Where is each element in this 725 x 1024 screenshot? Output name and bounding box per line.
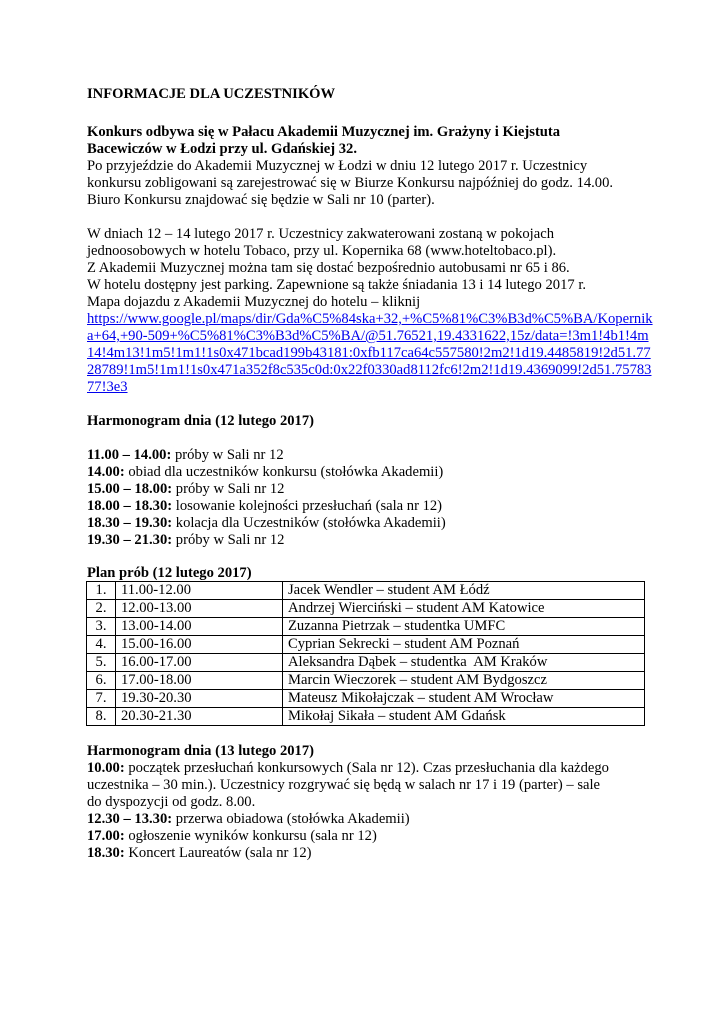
schedule-item (87, 498, 655, 515)
bus-info: Z Akademii Muzycznej można tam się dostać bezpośrednio autobusami nr 65 i 86. (87, 260, 570, 276)
schedule-item (87, 760, 655, 811)
schedule-text: Koncert Laureatów (sala nr 12) (124, 845, 312, 861)
table-row (87, 690, 645, 708)
row-number: 5. (87, 654, 116, 672)
schedule-time: 10.00: (87, 760, 125, 776)
schedule-day2-heading: Harmonogram dnia (13 lutego 2017) (87, 743, 315, 759)
table-row (87, 654, 645, 672)
row-number: 7. (87, 690, 116, 708)
row-number: 4. (87, 636, 116, 654)
row-person: Mikołaj Sikała – student AM Gdańsk (283, 708, 645, 726)
schedule-item (87, 481, 655, 498)
table-row (87, 600, 645, 618)
schedule-time: 19.30 – 21.30: (87, 532, 173, 548)
schedule-day1-heading: Harmonogram dnia (12 lutego 2017) (87, 413, 315, 429)
row-person: Andrzej Wierciński – student AM Katowice (283, 600, 645, 618)
row-person: Mateusz Mikołajczak – student AM Wrocław (283, 690, 645, 708)
row-number: 3. (87, 618, 116, 636)
schedule-time: 18.30: (87, 845, 125, 861)
table-row (87, 672, 645, 690)
row-time: 19.30-20.30 (116, 690, 283, 708)
schedule-text: przerwa obiadowa (stołówka Akademii) (172, 811, 410, 827)
table-row (87, 618, 645, 636)
schedule-time: 17.00: (87, 828, 125, 844)
schedule-time: 15.00 – 18.00: (87, 481, 173, 497)
row-person: Cyprian Sekrecki – student AM Poznań (283, 636, 645, 654)
schedule-item (87, 828, 655, 845)
row-number: 2. (87, 600, 116, 618)
schedule-day2-list (87, 760, 655, 862)
office-info: Biuro Konkursu znajdować się będzie w Sali nr 10 (parter). (87, 192, 435, 208)
rehearsal-plan-table (86, 581, 645, 726)
row-person: Zuzanna Pietrzak – studentka UMFC (283, 618, 645, 636)
schedule-item (87, 447, 655, 464)
schedule-time: 18.30 – 19.30: (87, 515, 173, 531)
row-time: 12.00-13.00 (116, 600, 283, 618)
schedule-item (87, 515, 655, 532)
schedule-text: próby w Sali nr 12 (171, 447, 284, 463)
row-time: 20.30-21.30 (116, 708, 283, 726)
row-number: 6. (87, 672, 116, 690)
schedule-item (87, 811, 655, 828)
arrival-info: Po przyjeździe do Akademii Muzycznej w Łodzi w dniu 12 lutego 2017 r. Uczestnicy konkursu zobligowani są zarejestrować się w Biurze Konkursu najpóźniej do godz. 14.00. (87, 158, 614, 191)
schedule-time: 12.30 – 13.30: (87, 811, 173, 827)
row-time: 15.00-16.00 (116, 636, 283, 654)
page-title: INFORMACJE DLA UCZESTNIKÓW (87, 86, 336, 102)
row-number: 8. (87, 708, 116, 726)
map-link[interactable]: https://www.google.pl/maps/dir/Gda%C5%84ska+32,+%C5%81%C3%B3d%C5%BA/Kopernika+64,+90-509+%C5%81%C3%B3d%C5%BA/@51.76521,19.4331622,15z/data=!3m1!4b1!4m14!4m13!1m5!1m1!1s0x471bcad199b43181:0xfb117ca64c557580!2m2!1d19.4485819!2d51.7728789!1m5!1m1!1s0x471a352f8c535c0d:0x22f0330ad8112fc6!2m2!1d19.4369099!2d51.7578377!3e3 (87, 311, 653, 395)
schedule-item (87, 464, 655, 481)
row-person: Aleksandra Dąbek – studentka AM Kraków (283, 654, 645, 672)
row-time: 17.00-18.00 (116, 672, 283, 690)
row-person: Marcin Wieczorek – student AM Bydgoszcz (283, 672, 645, 690)
table-row (87, 636, 645, 654)
table-row (87, 582, 645, 600)
accommodation-info: W dniach 12 – 14 lutego 2017 r. Uczestnicy zakwaterowani zostaną w pokojach jednoosobowych w hotelu Tobaco, przy ul. Kopernika 68 (www.hoteltobaco.pl). (87, 226, 557, 259)
schedule-day1-list (87, 447, 655, 549)
venue-info: Konkurs odbywa się w Pałacu Akademii Muzycznej im. Grażyny i Kiejstuta Bacewiczów w Łodzi przy ul. Gdańskiej 32. (87, 124, 561, 157)
row-time: 11.00-12.00 (116, 582, 283, 600)
rehearsal-plan-heading: Plan prób (12 lutego 2017) (87, 565, 252, 581)
schedule-text: kolacja dla Uczestników (stołówka Akademii) (172, 515, 446, 531)
schedule-text: obiad dla uczestników konkursu (stołówka Akademii) (124, 464, 444, 480)
table-row (87, 708, 645, 726)
schedule-time: 18.00 – 18.30: (87, 498, 173, 514)
map-intro: Mapa dojazdu z Akademii Muzycznej do hotelu – kliknij (87, 294, 421, 310)
schedule-text: próby w Sali nr 12 (172, 481, 285, 497)
schedule-item (87, 532, 655, 549)
parking-info: W hotelu dostępny jest parking. Zapewnione są także śniadania 13 i 14 lutego 2017 r. (87, 277, 587, 293)
schedule-text: losowanie kolejności przesłuchań (sala nr 12) (172, 498, 443, 514)
schedule-item (87, 845, 655, 862)
schedule-text: próby w Sali nr 12 (172, 532, 285, 548)
schedule-text: początek przesłuchań konkursowych (Sala nr 12). Czas przesłuchania dla każdego uczestnika – 30 min.). Uczestnicy rozgrywać się będą w salach nr 17 i 19 (parter) – sale do dyspozycji od godz. 8.00. (87, 760, 609, 810)
schedule-time: 11.00 – 14.00: (87, 447, 172, 463)
row-time: 16.00-17.00 (116, 654, 283, 672)
row-person: Jacek Wendler – student AM Łódź (283, 582, 645, 600)
row-number: 1. (87, 582, 116, 600)
schedule-text: ogłoszenie wyników konkursu (sala nr 12) (124, 828, 377, 844)
row-time: 13.00-14.00 (116, 618, 283, 636)
schedule-time: 14.00: (87, 464, 125, 480)
